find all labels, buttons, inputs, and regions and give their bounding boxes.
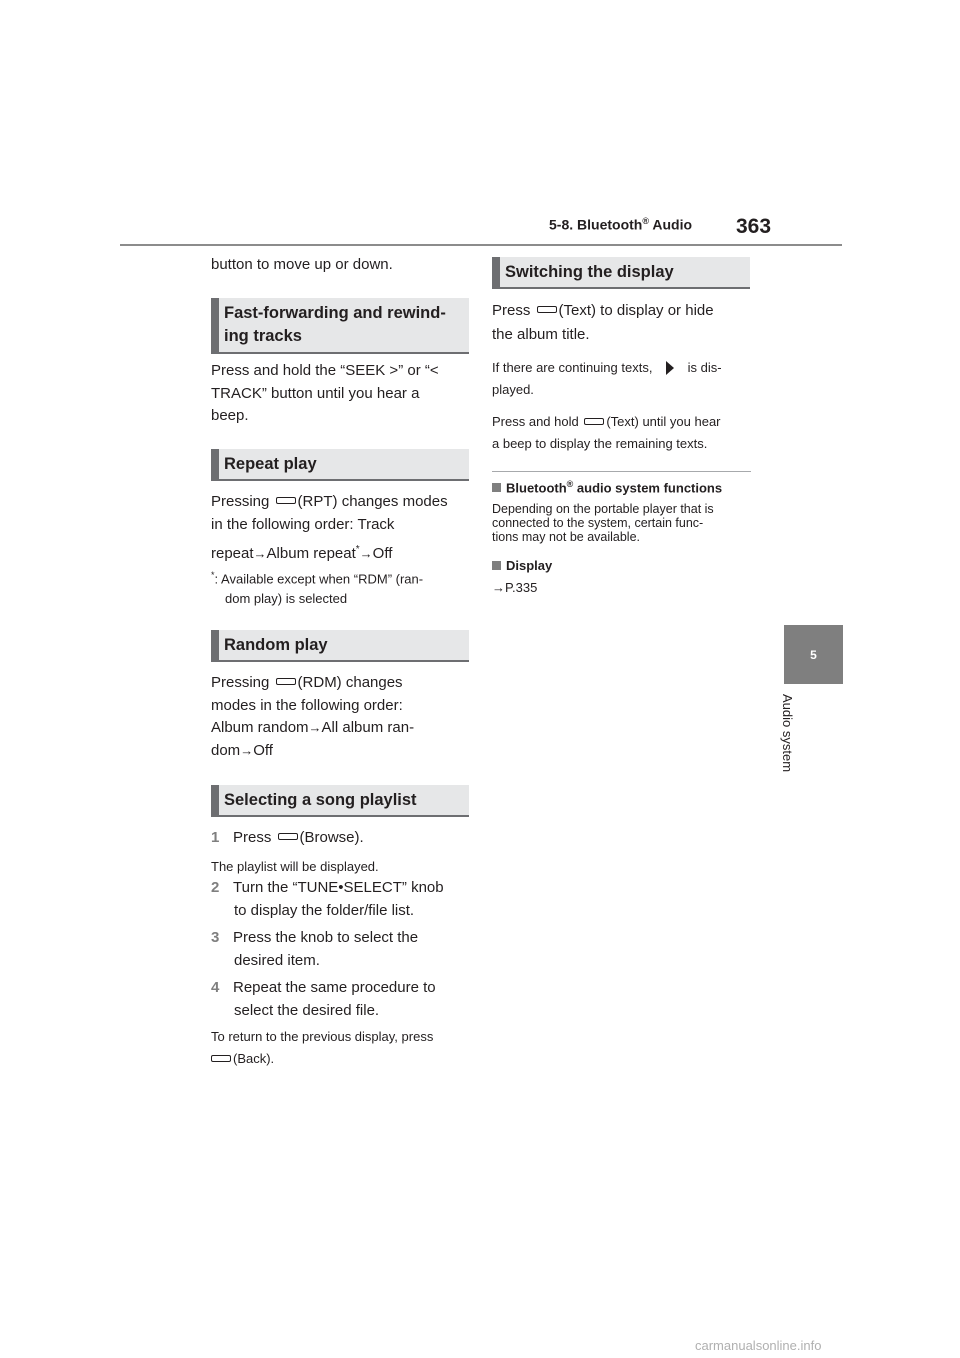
bt-functions-heading: Bluetooth® audio system functions (492, 479, 722, 495)
return-note: To return to the previous display, press (Back). (211, 1029, 434, 1066)
step-1-note: The playlist will be displayed. (211, 859, 379, 874)
browse-button-icon (278, 833, 298, 840)
switch-heading: Switching the display (492, 257, 750, 289)
page-number: 363 (736, 215, 772, 238)
repeat-footnote: *: Available except when “RDM” (ran- dom play) is selected (211, 570, 424, 607)
more-text-icon (666, 361, 674, 375)
section-title: 5-8. Bluetooth® Audio (549, 216, 693, 233)
step-1: 1 Press (Browse). (211, 829, 364, 846)
arrow-icon: → (253, 546, 267, 561)
display-heading: Display (492, 558, 552, 573)
switch-text: Press (Text) to display or hide the album title. (492, 302, 714, 343)
rdm-button-icon (276, 678, 296, 685)
repeat-heading: Repeat play (211, 449, 469, 481)
back-button-icon (211, 1055, 231, 1062)
random-text: Pressing (RDM) changes modes in the following order: Album random→All album ran- dom→Off (211, 674, 415, 759)
square-bullet-icon (492, 561, 501, 570)
intro-text: button to move up or down. (211, 256, 393, 273)
arrow-icon: → (492, 580, 505, 595)
watermark: carmanualsonline.info (695, 1338, 822, 1353)
arrow-icon: → (359, 546, 373, 561)
display-page-link[interactable]: →P.335 (492, 580, 538, 595)
repeat-text: Pressing (RPT) changes modes in the following order: Track repeat→Album repeat*→Off (211, 493, 448, 562)
square-bullet-icon (492, 483, 501, 492)
step-2: 2 Turn the “TUNE•SELECT” knob to display the folder/file list. (211, 879, 444, 919)
random-heading: Random play (211, 630, 469, 662)
playlist-heading: Selecting a song playlist (211, 785, 469, 817)
text-button-icon (537, 306, 557, 313)
arrow-icon: → (240, 742, 254, 758)
chapter-tab[interactable]: 5 (784, 625, 843, 684)
ff-text: Press and hold the “SEEK >” or “< TRACK” button until you hear a beep. (211, 362, 439, 424)
hold-note: Press and hold (Text) until you hear a beep to display the remaining texts. (492, 414, 721, 451)
rpt-button-icon (276, 497, 296, 504)
step-4: 4 Repeat the same procedure to select the desired file. (211, 979, 436, 1019)
continuing-note: If there are continuing texts, is dis- played. (492, 360, 722, 397)
bt-functions-text: Depending on the portable player that is connected to the system, certain func- tions may not be available. (492, 502, 714, 544)
step-3: 3 Press the knob to select the desired item. (211, 929, 419, 969)
section-divider (492, 471, 751, 472)
ff-heading: Fast-forwarding and rewind- ing tracks (211, 298, 469, 354)
header-divider (120, 244, 842, 246)
text-button-icon (584, 418, 604, 425)
arrow-icon: → (308, 720, 322, 735)
